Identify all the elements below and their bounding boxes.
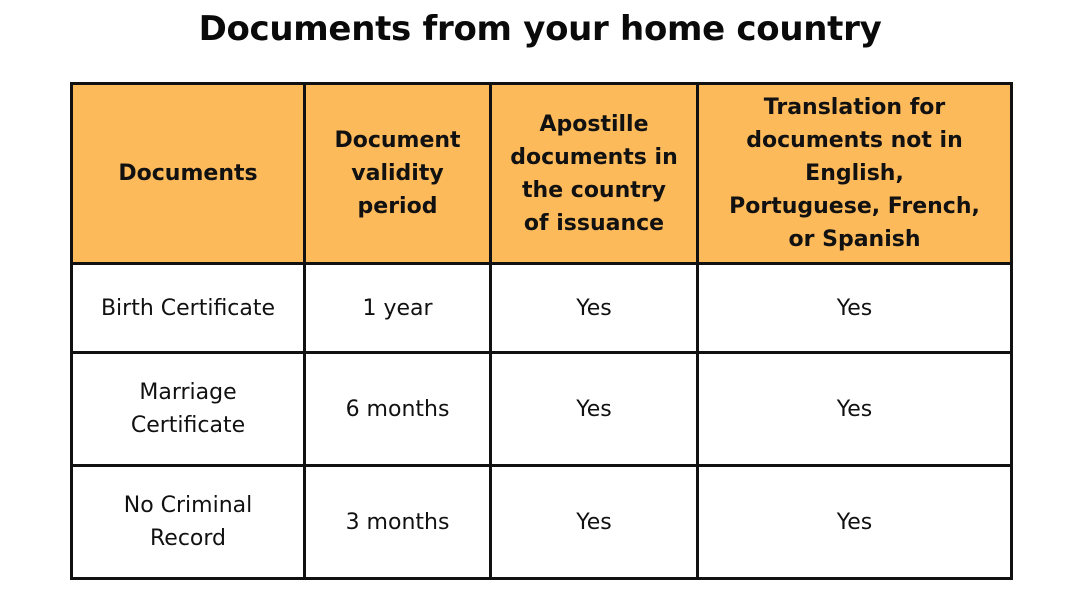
cell-text: No Criminal Record <box>123 493 253 551</box>
table-row <box>72 353 1012 466</box>
header-apostille <box>491 84 698 264</box>
cell-text: 1 year <box>362 295 433 321</box>
cell-translation <box>698 264 1012 353</box>
header-validity-period <box>305 84 491 264</box>
cell-text: Birth Certificate <box>100 295 276 321</box>
table-row <box>72 466 1012 579</box>
cell-text: Yes <box>836 509 873 535</box>
header-label: Apostille documents in the country of issuance <box>510 111 678 236</box>
header-documents <box>72 84 305 264</box>
cell-document <box>72 264 305 353</box>
cell-apostille <box>491 466 698 579</box>
cell-document <box>72 353 305 466</box>
documents-table <box>70 82 1013 580</box>
cell-validity <box>305 466 491 579</box>
header-translation <box>698 84 1012 264</box>
page-title: Documents from your home country <box>198 9 882 49</box>
table-row <box>72 264 1012 353</box>
cell-text: Yes <box>576 295 612 321</box>
cell-document <box>72 466 305 579</box>
cell-apostille <box>491 353 698 466</box>
header-label: Documents <box>118 161 258 186</box>
cell-text: 3 months <box>345 509 450 535</box>
cell-text: 6 months <box>345 396 450 422</box>
cell-text: Yes <box>836 396 873 422</box>
cell-text: Marriage Certificate <box>130 380 246 438</box>
cell-text: Yes <box>836 295 873 321</box>
header-label: Document validity period <box>334 128 461 219</box>
table-header-row <box>72 84 1012 264</box>
cell-apostille <box>491 264 698 353</box>
cell-translation <box>698 353 1012 466</box>
cell-translation <box>698 466 1012 579</box>
cell-text: Yes <box>576 396 612 422</box>
header-label: Translation for documents not in English, Portuguese, French, or Spanish <box>729 95 980 252</box>
cell-text: Yes <box>576 509 612 535</box>
cell-validity <box>305 264 491 353</box>
cell-validity <box>305 353 491 466</box>
